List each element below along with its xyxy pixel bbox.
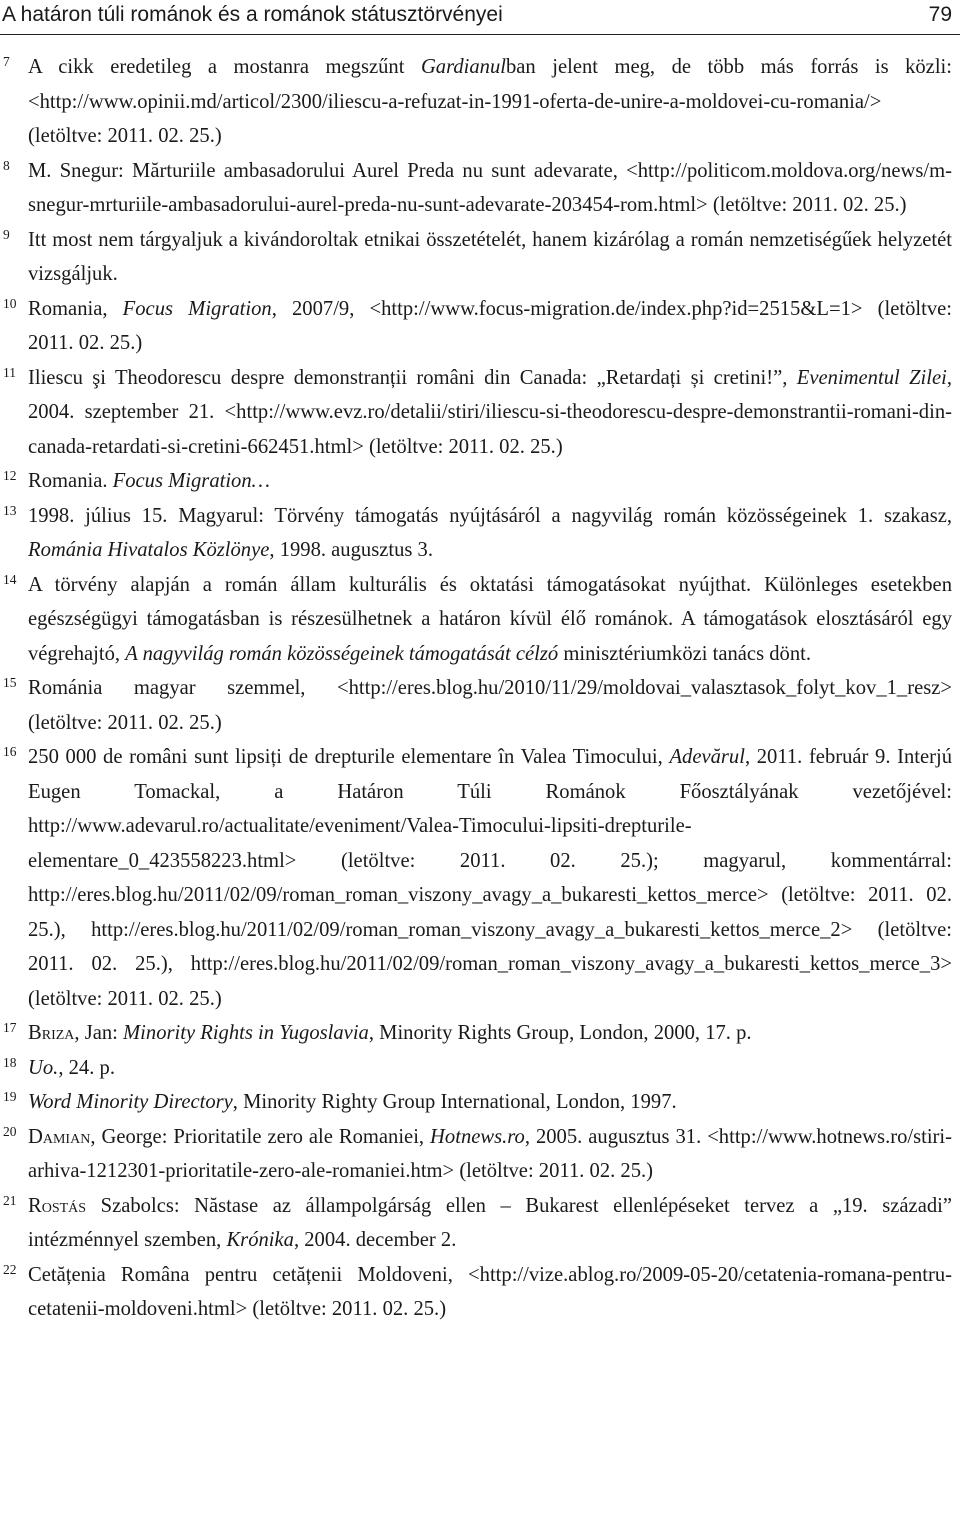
- footnote-8: [0, 154, 960, 223]
- footnote-number: 21: [3, 1192, 17, 1208]
- author-surname: Briza: [28, 1022, 75, 1044]
- footnote-text: [28, 1091, 677, 1113]
- author-surname: Rostás: [28, 1194, 87, 1217]
- footnote-italic-run: Gardianul: [420, 56, 506, 78]
- footnote-21: [0, 1189, 960, 1258]
- footnote-number: 9: [3, 226, 10, 242]
- footnote-italic-run: Hotnews.ro: [430, 1125, 525, 1148]
- footnote-text-run: minisztériumközi tanács dönt.: [558, 642, 811, 665]
- footnote-22: [0, 1258, 960, 1327]
- footnote-15: [0, 671, 960, 740]
- footnote-text-run: Cetățenia Româna pentru cetățenii Moldoveni, <http://vize.ablog.ro/2009-05-20/cetatenia-romana-pentru-cetatenii-moldoveni.html> (letöltve: 2011. 02. 25.): [28, 1263, 952, 1320]
- footnote-text-run: M. Snegur: Mărturiile ambasadorului Aurel Preda nu sunt adevarate, <http://politicom.moldova.org/news/m-snegur-mrturiile-ambasadorului-aurel-preda-nu-sunt-adevarate-203454-rom.html> (letöltve: 2011. 02. 25.): [28, 159, 952, 216]
- footnote-number: 16: [3, 744, 17, 759]
- footnote-11: [0, 361, 960, 465]
- footnote-number: 19: [3, 1089, 17, 1104]
- footnote-text-run: Iliescu şi Theodorescu despre demonstranții români din Canada: „Retardați și cretini!”,: [28, 366, 797, 389]
- footnote-number: 14: [3, 571, 17, 587]
- footnote-number: 15: [3, 675, 17, 690]
- footnote-italic-run: A nagyvilág román közösségeinek támogatását célzó: [125, 642, 559, 665]
- footnote-13: [0, 499, 960, 568]
- footnote-text: [28, 298, 952, 355]
- footnote-text-run: , 2011. február 9. Interjú Eugen Tomackal, a Határon Túli Románok Főosztályának vezetőjével: http://www.adevarul.ro/actualitate/eveniment/Valea-Timocului-lipsiti-drepturile-elementare_0_423558223.html> (letöltve: 2011. 02. 25.); magyarul, kommentárral: http://eres.blog.hu/2011/02/09/roman_roman_viszony_avagy_a_bukaresti_kettos_merce> (letöltve: 2011. 02. 25.), http://eres.blog.hu/2011/02/09/roman_roman_viszony_avagy_a_bukaresti_kettos_merce_2> (letöltve: 2011. 02. 25.), http://eres.blog.hu/2011/02/09/roman_roman_viszony_avagy_a_bukaresti_kettos_merce_3> (letöltve: 2011. 02. 25.): [28, 746, 952, 1010]
- footnote-text: [28, 367, 952, 458]
- footnote-text-run: Szabolcs: Năstase az állampolgárság ellen – Bukarest ellenlépéseket tervez a „19. századi” intézménnyel szemben,: [28, 1194, 952, 1251]
- footnote-text: [28, 1264, 952, 1321]
- footnote-number: 10: [3, 295, 17, 311]
- footnote-text: [28, 229, 952, 286]
- footnote-20: [0, 1120, 960, 1189]
- footnote-text-run: , 24. p.: [58, 1056, 115, 1079]
- footnote-7: [0, 50, 960, 154]
- footnote-text: [28, 1022, 752, 1044]
- footnote-italic-run: Minority Rights in Yugoslavia: [123, 1022, 369, 1044]
- footnote-number: 17: [3, 1020, 17, 1035]
- footnote-text: [28, 677, 952, 734]
- footnote-17: [0, 1016, 960, 1051]
- footnote-italic-run: Adevărul: [669, 746, 745, 768]
- footnote-text-run: , Minority Rights Group, London, 2000, 17. p.: [368, 1022, 752, 1044]
- footnote-text-run: 250 000 de români sunt lipsiți de drepturile elementare în Valea Timocului,: [28, 746, 670, 768]
- footnote-text-run: Romania,: [28, 297, 123, 320]
- footnote-text: [28, 1126, 952, 1183]
- footnote-text: [28, 470, 270, 492]
- footnote-text: [28, 1057, 115, 1079]
- footnote-text: [28, 1195, 952, 1252]
- footnote-text: [28, 56, 952, 147]
- footnote-number: 20: [3, 1123, 17, 1139]
- footnote-text-run: , 2004. december 2.: [293, 1229, 457, 1251]
- footnote-number: 12: [3, 468, 17, 483]
- footnote-italic-run: Románia Hivatalos Közlönye: [28, 539, 270, 561]
- footnote-10: [0, 292, 960, 361]
- footnote-12: [0, 464, 960, 499]
- footnote-text: [28, 505, 952, 562]
- footnote-text-run: , 2007/9, <http://www.focus-migration.de/index.php?id=2515&L=1> (letöltve: 2011. 02. 25.): [28, 297, 952, 354]
- footnote-text-run: Romania.: [28, 470, 113, 492]
- footnote-18: [0, 1051, 960, 1086]
- footnote-number: 13: [3, 502, 17, 518]
- footnote-italic-run: Krónika: [226, 1229, 294, 1251]
- footnote-9: [0, 223, 960, 292]
- footnote-number: 7: [3, 54, 10, 69]
- footnote-16: [0, 740, 960, 1016]
- footnote-number: 18: [3, 1054, 17, 1070]
- footnote-14: [0, 568, 960, 672]
- footnote-text-run: A törvény alapján a román állam kulturális és oktatási támogatásokat nyújthat. Különleges esetekben egészségügyi támogatásban is részesülhetnek a határon kívül élő románok. A támogatások elosztásáról egy végrehajtó,: [28, 573, 952, 665]
- footnote-text: [28, 160, 952, 217]
- footnote-text-run: , Jan:: [74, 1022, 124, 1044]
- page-number: 79: [928, 3, 952, 26]
- footnote-text-run: , 2004. szeptember 21. <http://www.evz.ro/detalii/stiri/iliescu-si-theodorescu-despre-demonstrantii-romani-din-canada-retardati-si-cretini-662451.html> (letöltve: 2011. 02. 25.): [28, 366, 952, 458]
- footnote-number: 22: [3, 1261, 17, 1277]
- footnote-19: [0, 1085, 960, 1120]
- footnote-text-run: , Minority Righty Group International, London, 1997.: [232, 1091, 677, 1113]
- footnote-italic-run: Word Minority Directory: [28, 1091, 233, 1113]
- footnote-text-run: A cikk eredetileg a mostanra megszűnt: [28, 56, 421, 78]
- footnote-text-run: Románia magyar szemmel, <http://eres.blog.hu/2010/11/29/moldovai_valasztasok_folyt_kov_1_resz> (letöltve: 2011. 02. 25.): [28, 677, 952, 734]
- footnote-italic-run: Focus Migration…: [112, 470, 270, 492]
- author-surname: Damian: [28, 1125, 91, 1148]
- footnote-number: 11: [3, 364, 16, 380]
- footnote-italic-run: Uo.: [28, 1056, 59, 1079]
- footnote-text-run: 1998. július 15. Magyarul: Törvény támogatás nyújtásáról a nagyvilág román közösségeinek 1. szakasz,: [28, 504, 952, 527]
- footnote-text-run: ban jelent meg, de több más forrás is közli: <http://www.opinii.md/articol/2300/iliescu-a-refuzat-in-1991-oferta-de-unire-a-moldovei-cu-romania/> (letöltve: 2011. 02. 25.): [28, 56, 952, 147]
- footnote-text: [28, 746, 952, 1010]
- footnote-text: [28, 574, 952, 665]
- footnote-italic-run: Focus Migration: [122, 297, 272, 320]
- footnote-text-run: Itt most nem tárgyaljuk a kivándoroltak etnikai összetételét, hanem kizárólag a román nemzetiségűek helyzetét vizsgáljuk.: [28, 228, 952, 285]
- footnote-italic-run: Evenimentul Zilei: [796, 366, 947, 389]
- running-header-title: A határon túli románok és a románok státusztörvényei: [2, 3, 503, 26]
- footnote-number: 8: [3, 157, 10, 173]
- footnote-text-run: , 1998. augusztus 3.: [269, 539, 433, 561]
- footnote-text-run: , 2005. augusztus 31. <http://www.hotnews.ro/stiri-arhiva-1212301-prioritatile-zero-ale-romaniei.htm> (letöltve: 2011. 02. 25.): [28, 1125, 952, 1182]
- running-header: [0, 0, 960, 35]
- footnote-text-run: , George: Prioritatile zero ale Romaniei,: [90, 1125, 431, 1148]
- footnotes-list: [0, 50, 960, 1327]
